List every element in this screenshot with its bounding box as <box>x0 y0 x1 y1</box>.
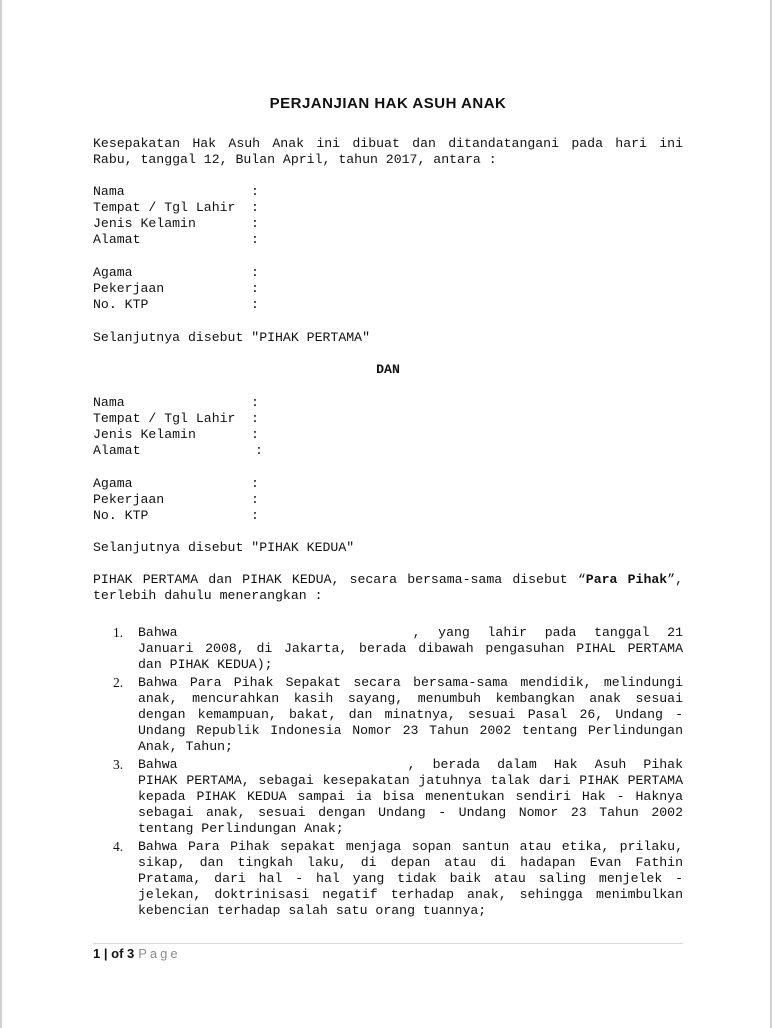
field-separator: : <box>251 395 259 410</box>
party1-field-no-ktp <box>93 297 259 313</box>
field-separator: : <box>251 265 259 280</box>
footer-separator: | <box>103 946 108 961</box>
clause-lead: Bahwa <box>138 756 178 772</box>
party1-field-pekerjaan <box>93 281 259 297</box>
field-separator: : <box>251 200 259 215</box>
field-separator: : <box>251 476 259 491</box>
party1-field-jenis-kelamin <box>93 216 259 232</box>
party1-field-tempat-tgl-lahir <box>93 200 259 216</box>
field-label: Nama <box>93 184 125 199</box>
field-label: Alamat <box>93 443 141 458</box>
clause-number: 1. <box>113 625 124 640</box>
dan-separator: DAN <box>376 362 400 377</box>
current-page-number: 1 <box>93 946 101 961</box>
clause-item <box>93 757 683 838</box>
field-label: No. KTP <box>93 508 149 523</box>
clause-text: Bahwa Para Pihak Sepakat secara bersama-sama mendidik, melindungi anak, mencurahkan kasih sayang, menumbuh kembangkan anak sesuai dengan kemampuan, bakat, dan minatnya, sesuai Pasal 26, Undang - Undang Republik Indonesia Nomor 23 Tahun 2002 tentang Perlindungan Anak, Tahun; <box>138 674 683 755</box>
field-separator: : <box>251 232 259 247</box>
page-edge-left <box>0 0 2 1028</box>
field-label: Jenis Kelamin <box>93 427 196 442</box>
clause-number: 4. <box>113 838 124 854</box>
field-label: Tempat / Tgl Lahir <box>93 200 236 215</box>
party1-field-alamat <box>93 232 259 248</box>
clause-list <box>93 625 683 921</box>
field-separator: : <box>251 492 259 507</box>
clause-text: , yang lahir pada tanggal 21 Januari 2008, di Jakarta, berada dibawah pengasuhan PIHAL PERTAMA dan PIHAK KEDUA); <box>138 625 683 673</box>
party1-field-nama <box>93 184 259 200</box>
field-label: Pekerjaan <box>93 492 165 507</box>
party2-field-alamat <box>93 443 263 459</box>
party2-field-jenis-kelamin <box>93 427 259 443</box>
field-separator: : <box>251 216 259 231</box>
footer-divider <box>93 943 683 944</box>
field-separator: : <box>251 297 259 312</box>
para-pihak-text-after: ”, terlebih dahulu menerangkan : <box>93 572 684 604</box>
field-label: Nama <box>93 395 125 410</box>
clause-item <box>93 625 683 674</box>
para-pihak-text-before: PIHAK PERTAMA dan PIHAK KEDUA, secara bersama-sama disebut “ <box>93 572 586 587</box>
party2-field-pekerjaan <box>93 492 259 508</box>
field-label: Pekerjaan <box>93 281 165 296</box>
clause-number: 2. <box>113 674 124 690</box>
field-label: Jenis Kelamin <box>93 216 196 231</box>
field-separator: : <box>255 443 263 458</box>
field-label: Tempat / Tgl Lahir <box>93 411 236 426</box>
party2-field-tempat-tgl-lahir <box>93 411 259 427</box>
clause-lead: Bahwa <box>138 625 178 640</box>
clause-number: 3. <box>113 756 124 772</box>
field-label: Agama <box>93 476 133 491</box>
field-separator: : <box>251 411 259 426</box>
party2-field-no-ktp <box>93 508 259 524</box>
field-separator: : <box>251 281 259 296</box>
field-separator: : <box>251 184 259 199</box>
field-label: Alamat <box>93 232 141 247</box>
field-label: Agama <box>93 265 133 280</box>
field-label: No. KTP <box>93 297 149 312</box>
clause-text: Bahwa Para Pihak sepakat menjaga sopan santun atau etika, prilaku, sikap, dan tingkah laku, di depan atau di hadapan Evan Fathin Pratama, dari hal - hal yang tidak baik atau saling menjelek - jelekan, doktrinisasi negatif terhadap anak, sehingga menimbulkan kebencian terhadap salah satu orang tuannya; <box>138 838 683 919</box>
field-separator: : <box>251 508 259 523</box>
intro-paragraph: Kesepakatan Hak Asuh Anak ini dibuat dan ditandatangani pada hari ini Rabu, tanggal 12, Bulan April, tahun 2017, antara : <box>93 136 683 168</box>
party2-field-nama <box>93 395 259 411</box>
clause-item <box>93 839 683 920</box>
party2-field-agama <box>93 476 259 492</box>
party1-designation: Selanjutnya disebut "PIHAK PERTAMA" <box>93 330 370 345</box>
field-separator: : <box>251 427 259 442</box>
para-pihak-bold-term: Para Pihak <box>585 572 668 587</box>
total-pages: of 3 <box>111 946 135 961</box>
party1-field-agama <box>93 265 259 281</box>
clause-text: , berada dalam Hak Asuh Pihak PIHAK PERTAMA, sebagai kesepakatan jatuhnya talak dari PIHAK PERTAMA kepada PIHAK KEDUA sampai ia bisa menentukan sendiri Hak - Haknya sebagai anak, sesuai dengan Undang - Undang Nomor 23 Tahun 2002 tentang Perlindungan Anak; <box>138 756 683 837</box>
clause-item <box>93 675 683 756</box>
document-title: PERJANJIAN HAK ASUH ANAK <box>269 95 507 112</box>
page-footer <box>93 946 181 961</box>
party2-designation: Selanjutnya disebut "PIHAK KEDUA" <box>93 540 355 555</box>
para-pihak-paragraph <box>93 572 683 604</box>
page-label: Page <box>138 946 181 961</box>
